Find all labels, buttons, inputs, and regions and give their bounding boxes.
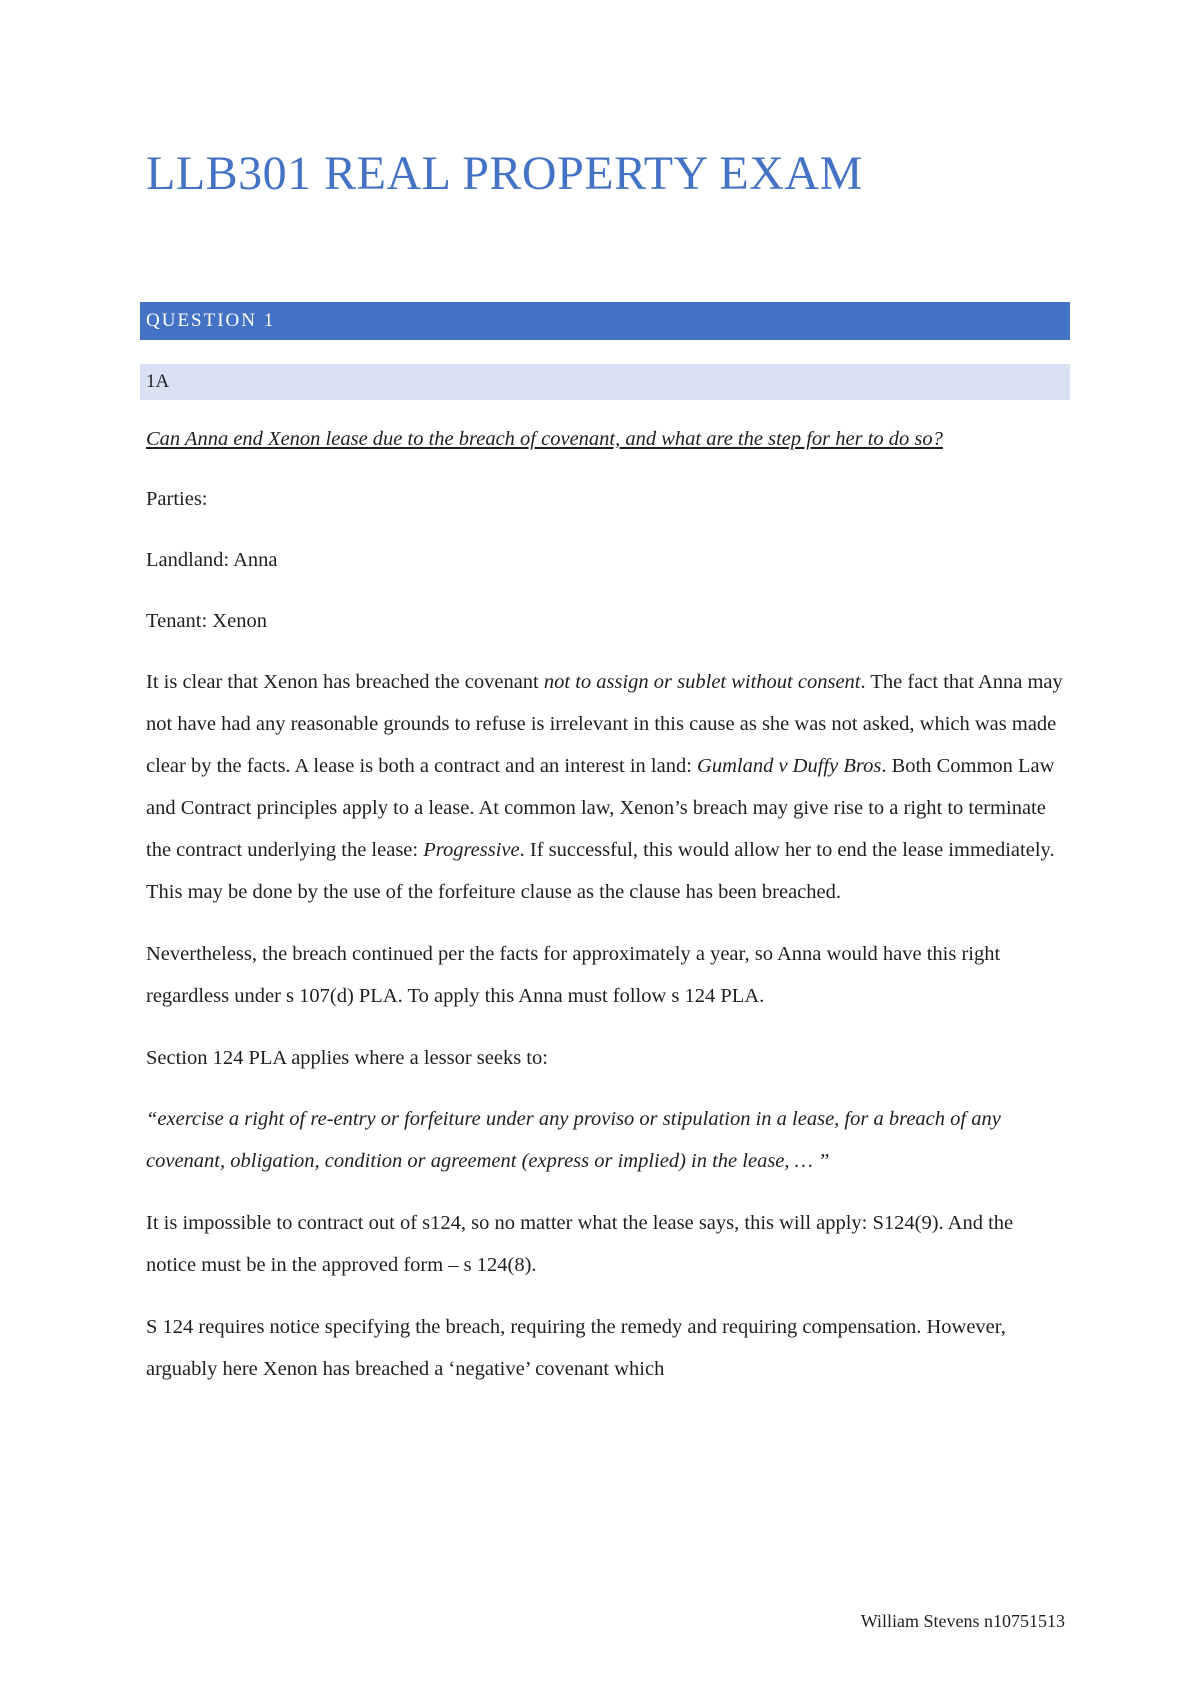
paragraph-5: S 124 requires notice specifying the breach, requiring the remedy and requiring compensation. However, arguably here Xenon has breached a ‘negative’ covenant which xyxy=(146,1316,1006,1380)
page-footer: William Stevens n10751513 xyxy=(860,1611,1065,1631)
paragraph-4: It is impossible to contract out of s124, so no matter what the lease says, this will apply: S124(9). And the notice must be in the approved form – s 124(8). xyxy=(146,1212,1014,1276)
paragraph-1-part-2: . The fact that Anna may not have had any reasonable grounds to refuse is irrelevant in this cause as she was not asked, which was made clear by the facts. A lease is both a contract and an interest in land: xyxy=(146,671,1063,777)
paragraph-2: Nevertheless, the breach continued per the facts for approximately a year, so Anna would have this right regardless under s 107(d) PLA. To apply this Anna must follow s 124 PLA. xyxy=(146,943,1001,1007)
case-name-progressive: Progressive xyxy=(423,839,520,861)
heading-question-1: QUESTION 1 xyxy=(140,302,1070,340)
statute-quote: “exercise a right of re-entry or forfeiture under any proviso or stipulation in a lease, for a breach of any covenant, obligation, condition or agreement (express or implied) in the lease, … ” xyxy=(146,1108,1001,1172)
paragraph-1-part-1: It is clear that Xenon has breached the covenant xyxy=(146,671,544,693)
document-body xyxy=(146,418,1066,1410)
paragraph-1 xyxy=(146,661,1066,913)
tenant-line: Tenant: Xenon xyxy=(146,610,267,632)
paragraph-1-covenant-italic: not to assign or sublet without consent xyxy=(543,671,861,693)
parties-label: Parties: xyxy=(146,488,208,510)
case-name-gumland: Gumland v Duffy Bros xyxy=(697,755,882,777)
document-title: LLB301 REAL PROPERTY EXAM xyxy=(146,147,863,200)
question-text: Can Anna end Xenon lease due to the breach of covenant, and what are the step for her to do so? xyxy=(146,428,943,450)
paragraph-1-part-4: . If successful, this would allow her to end the lease immediately. This may be done by the use of the forfeiture clause as the clause has been breached. xyxy=(146,839,1055,903)
paragraph-3: Section 124 PLA applies where a lessor seeks to: xyxy=(146,1047,548,1069)
heading-1a: 1A xyxy=(140,364,1070,400)
paragraph-1-part-3: . Both Common Law and Contract principles apply to a lease. At common law, Xenon’s breach may give rise to a right to terminate the contract underlying the lease: xyxy=(146,755,1055,861)
landlord-line: Landland: Anna xyxy=(146,549,278,571)
